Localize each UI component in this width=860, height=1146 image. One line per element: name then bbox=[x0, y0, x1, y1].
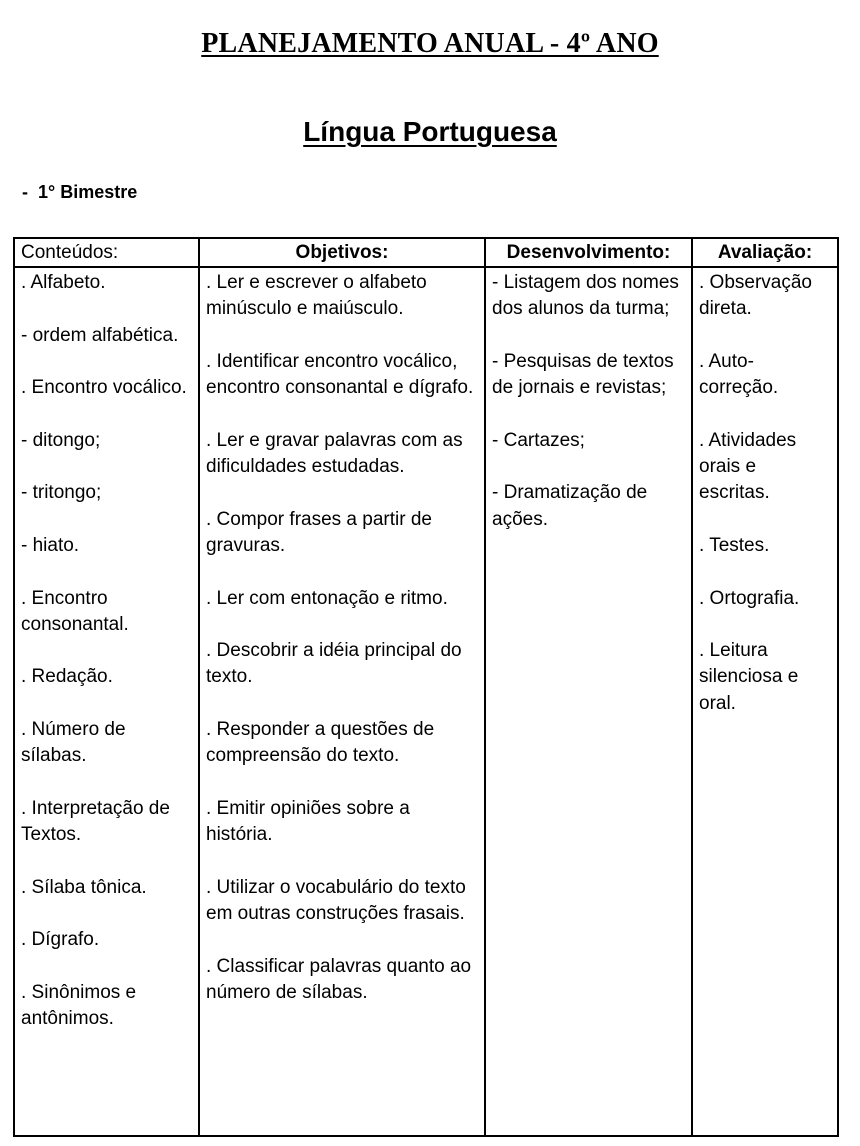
header-desenvolvimento: Desenvolvimento: bbox=[485, 238, 692, 267]
avaliacao-item: . Testes. bbox=[699, 534, 770, 556]
conteudo-item: . Número de sílabas. bbox=[21, 719, 126, 767]
conteudo-item: . Encontro consonantal. bbox=[21, 587, 129, 635]
conteudos-cell bbox=[14, 267, 199, 1136]
document-title: PLANEJAMENTO ANUAL - 4º ANO bbox=[201, 28, 659, 59]
avaliacao-item: . Observação direta. bbox=[699, 272, 812, 320]
table-content-row bbox=[14, 267, 838, 1136]
desenvolvimento-cell bbox=[485, 267, 692, 1136]
objetivo-item: . Ler e escrever o alfabeto minúsculo e maiúsculo. bbox=[206, 272, 427, 320]
objetivo-item: . Responder a questões de compreensão do texto. bbox=[206, 719, 435, 767]
subject-heading: Língua Portuguesa bbox=[303, 116, 557, 147]
avaliacao-item: . Atividades orais e escritas. bbox=[699, 429, 797, 504]
conteudo-item: - ditongo; bbox=[21, 429, 101, 451]
objetivo-item: . Ler com entonação e ritmo. bbox=[206, 587, 448, 609]
conteudo-item: . Encontro vocálico. bbox=[21, 377, 187, 399]
conteudo-item: . Dígrafo. bbox=[21, 929, 100, 951]
period-label: - 1° Bimestre bbox=[22, 182, 138, 202]
objetivo-item: . Identificar encontro vocálico, encontro consonantal e dígrafo. bbox=[206, 350, 474, 399]
conteudo-item: - ordem alfabética. bbox=[21, 324, 179, 346]
objetivo-item: . Descobrir a idéia principal do texto. bbox=[206, 640, 462, 688]
avaliacao-item: . Leitura silenciosa e oral. bbox=[699, 640, 799, 714]
avaliacao-cell bbox=[692, 267, 838, 1136]
objetivo-item: . Classificar palavras quanto ao número de sílabas. bbox=[206, 955, 472, 1004]
table-header-row bbox=[14, 238, 838, 267]
header-avaliacao: Avaliação: bbox=[692, 238, 838, 267]
planning-table bbox=[13, 237, 839, 1137]
header-objetivos: Objetivos: bbox=[199, 238, 485, 267]
avaliacao-item: . Ortografia. bbox=[699, 587, 800, 609]
objetivo-item: . Utilizar o vocabulário do texto em outras construções frasais. bbox=[206, 876, 466, 925]
conteudo-item: . Alfabeto. bbox=[21, 272, 106, 293]
desenvolvimento-item: - Dramatização de ações. bbox=[492, 482, 648, 530]
desenvolvimento-item: - Pesquisas de textos de jornais e revistas; bbox=[492, 350, 674, 399]
conteudo-item: . Interpretação de Textos. bbox=[21, 797, 170, 846]
conteudo-item: . Redação. bbox=[21, 666, 113, 688]
desenvolvimento-item: - Cartazes; bbox=[492, 429, 585, 451]
objetivo-item: . Ler e gravar palavras com as dificuldades estudadas. bbox=[206, 429, 463, 478]
conteudo-item: . Sílaba tônica. bbox=[21, 876, 147, 898]
conteudo-item: - tritongo; bbox=[21, 482, 102, 504]
header-conteudos: Conteúdos: bbox=[14, 238, 199, 267]
desenvolvimento-item: - Listagem dos nomes dos alunos da turma; bbox=[492, 272, 679, 320]
conteudo-item: - hiato. bbox=[21, 534, 80, 556]
avaliacao-item: . Auto-correção. bbox=[699, 350, 779, 399]
objetivos-cell bbox=[199, 267, 485, 1136]
conteudo-item: . Sinônimos e antônimos. bbox=[21, 982, 137, 1030]
objetivo-item: . Emitir opiniões sobre a história. bbox=[206, 797, 410, 846]
objetivo-item: . Compor frases a partir de gravuras. bbox=[206, 508, 432, 556]
